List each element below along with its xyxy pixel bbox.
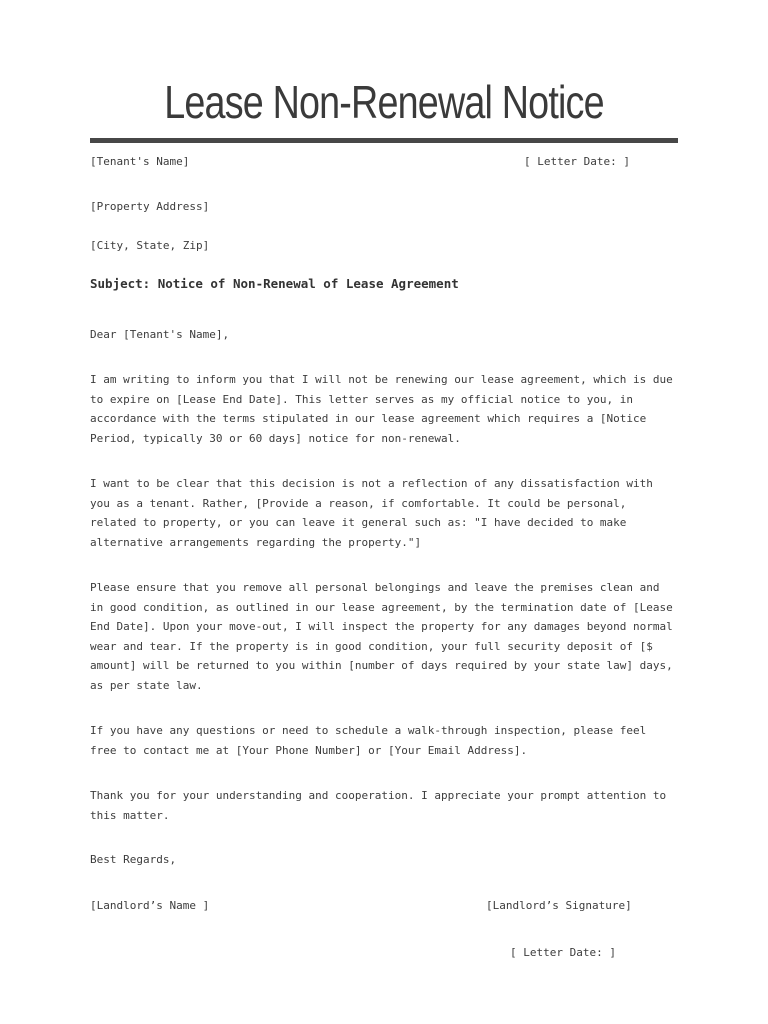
property-address: [Property Address] [90,200,210,213]
paragraph-1: I am writing to inform you that I will not be renewing our lease agreement, which is due to expire on [Lease End Date]. This letter serves as my official notice to you, in accordance with the terms stipulated in our lease agreement which requires a [Notice Period, typically 30 or 60 days] notice for non-renewal. [90,373,673,445]
city-state-zip: [City, State, Zip] [90,239,210,252]
document-title: Lease Non-Renewal Notice [164,76,604,128]
letter-date-bottom: [ Letter Date: ] [510,946,616,959]
letter-date-top: [ Letter Date: ] [524,155,630,168]
greeting: Dear [Tenant's Name], [90,328,230,341]
landlord-signature: [Landlord’s Signature] [486,899,632,912]
tenant-name: [Tenant's Name] [90,155,190,168]
paragraph-4: If you have any questions or need to schedule a walk-through inspection, please feel free to contact me at [Your Phone Number] or [Your Email Address]. [90,724,647,757]
paragraph-2: I want to be clear that this decision is not a reflection of any dissatisfaction with you as a tenant. Rather, [Provide a reason, if comfortable. It could be personal, related to property, or you can leave it general such as: "I have decided to make alternative arrangements regarding the property."] [90,477,653,549]
landlord-name: [Landlord’s Name ] [90,899,210,912]
paragraph-5: Thank you for your understanding and cooperation. I appreciate your prompt attention to this matter. [90,789,667,822]
title-divider [90,138,678,143]
subject-line: Subject: Notice of Non-Renewal of Lease Agreement [90,276,459,291]
paragraph-3: Please ensure that you remove all personal belongings and leave the premises clean and in good condition, as outlined in our lease agreement, by the termination date of [Lease End Date]. Upon your move-out, I will inspect the property for any damages beyond normal wear and tear. If the property is in good condition, your full security deposit of [$ amount] will be returned to you within [number of days required by your state law] days, as per state law. [90,581,673,692]
closing: Best Regards, [90,853,177,866]
